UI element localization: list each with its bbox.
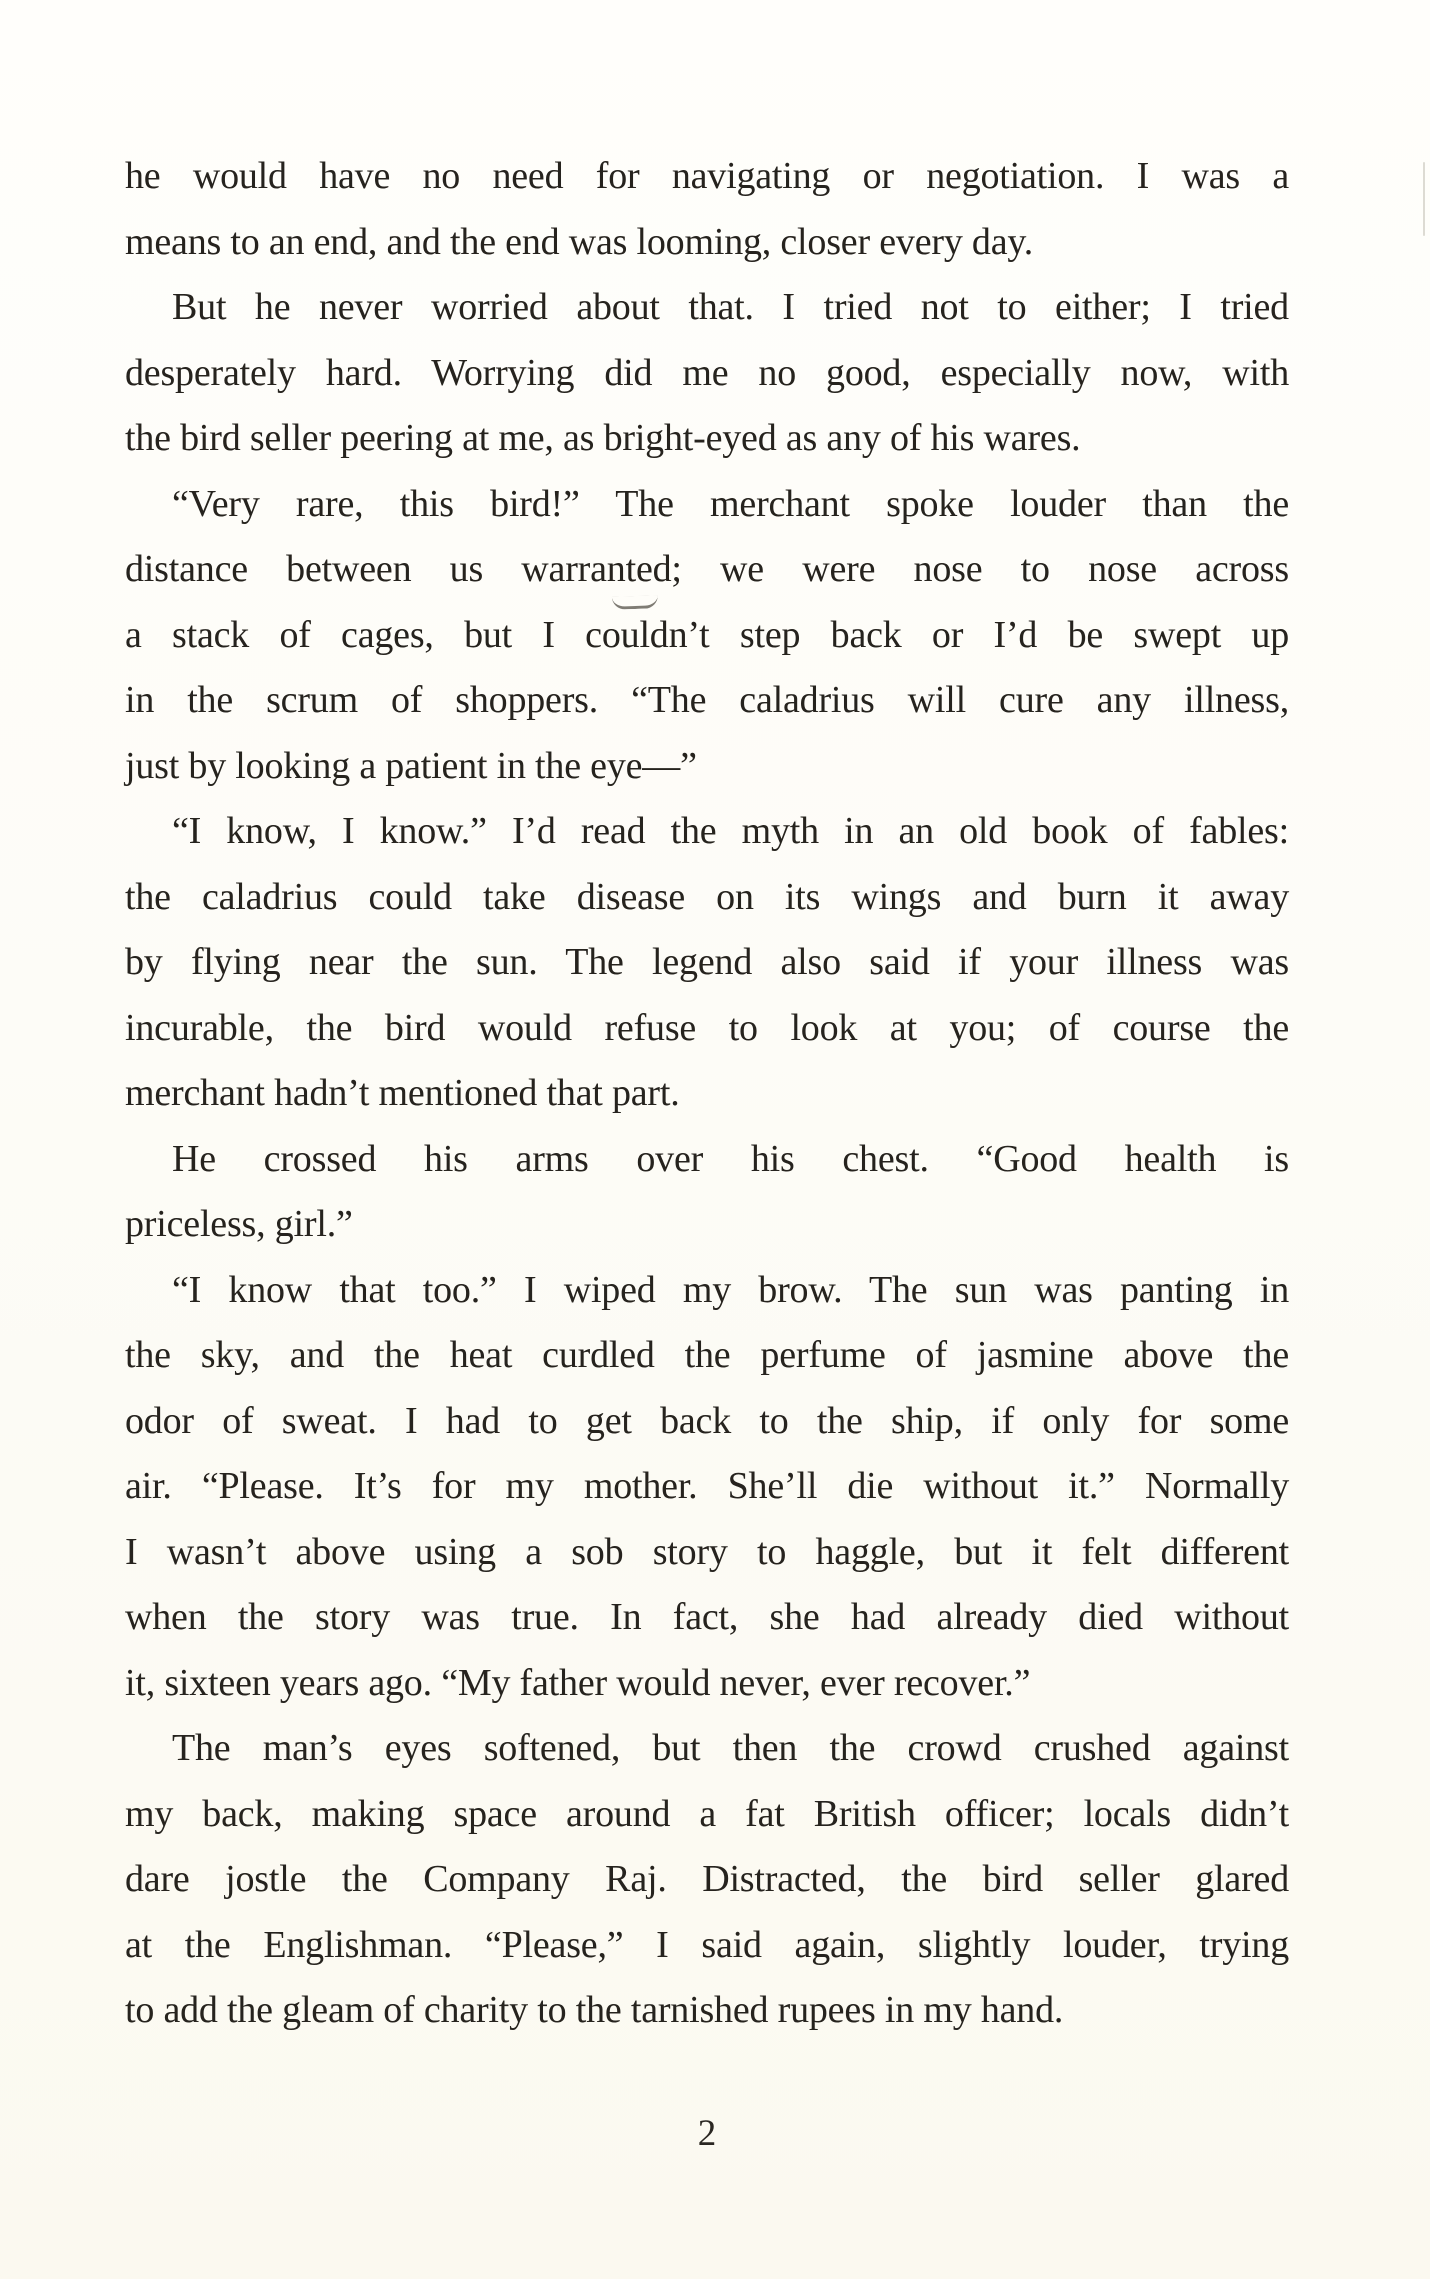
paragraph [125,1716,1289,2044]
text-line: my back, making space around a fat British officer; locals didn’t [125,1792,1289,1835]
text-line: dare jostle the Company Raj. Distracted, the bird seller glared [125,1858,1289,1900]
page-number: 2 [697,2113,717,2154]
text-line: it, sixteen years ago. “My father would never, ever recover.” [125,1661,1031,1704]
text-line: priceless, girl.” [125,1203,353,1245]
text-line: “Very rare, this bird!” The merchant spoke louder than the [172,482,1289,525]
text-line: just by looking a patient in the eye—” [125,744,697,787]
paragraph [125,1258,1289,1717]
text-line: desperately hard. Worrying did me no good, especially now, with [125,351,1289,394]
text-line: But he never worried about that. I tried not to either; I tried [172,286,1289,328]
text-line: in the scrum of shoppers. “The caladrius will cure any illness, [125,679,1289,721]
text-line: distance between us warranted; we were nose to nose across [125,548,1289,590]
text-line: the sky, and the heat curdled the perfume of jasmine above the [125,1334,1289,1376]
text-line: “I know, I know.” I’d read the myth in an old book of fables: [172,810,1289,852]
text-line: I wasn’t above using a sob story to haggle, but it felt different [125,1530,1289,1573]
text-line: merchant hadn’t mentioned that part. [125,1072,680,1114]
text-line: means to an end, and the end was looming, closer every day. [125,220,1034,263]
text-line: air. “Please. It’s for my mother. She’ll die without it.” Normally [125,1465,1289,1507]
text-line: to add the gleam of charity to the tarnished rupees in my hand. [125,1989,1064,2031]
text-line: the caladrius could take disease on its wings and burn it away [125,875,1289,918]
text-line: at the Englishman. “Please,” I said again, slightly louder, trying [125,1923,1289,1966]
text-line: “I know that too.” I wiped my brow. The sun was panting in [172,1268,1289,1311]
text-line: The man’s eyes softened, but then the crowd crushed against [172,1727,1289,1769]
text-line: incurable, the bird would refuse to look at you; of course the [125,1006,1289,1049]
text-line: the bird seller peering at me, as bright-eyed as any of his wares. [125,417,1081,459]
text-line: odor of sweat. I had to get back to the ship, if only for some [125,1399,1289,1442]
text-line: a stack of cages, but I couldn’t step back or I’d be swept up [125,613,1289,656]
text-line: by flying near the sun. The legend also said if your illness was [125,941,1289,983]
body-text [125,144,1289,2044]
paragraph [125,275,1289,472]
paragraph [125,1127,1289,1258]
text-line: he would have no need for navigating or negotiation. I was a [125,155,1289,197]
paragraph [125,144,1289,275]
text-line: He crossed his arms over his chest. “Good health is [172,1137,1289,1180]
text-line: when the story was true. In fact, she had already died without [125,1596,1289,1638]
paragraph [125,472,1289,800]
paragraph [125,799,1289,1127]
scan-artifact-line [1423,162,1425,236]
